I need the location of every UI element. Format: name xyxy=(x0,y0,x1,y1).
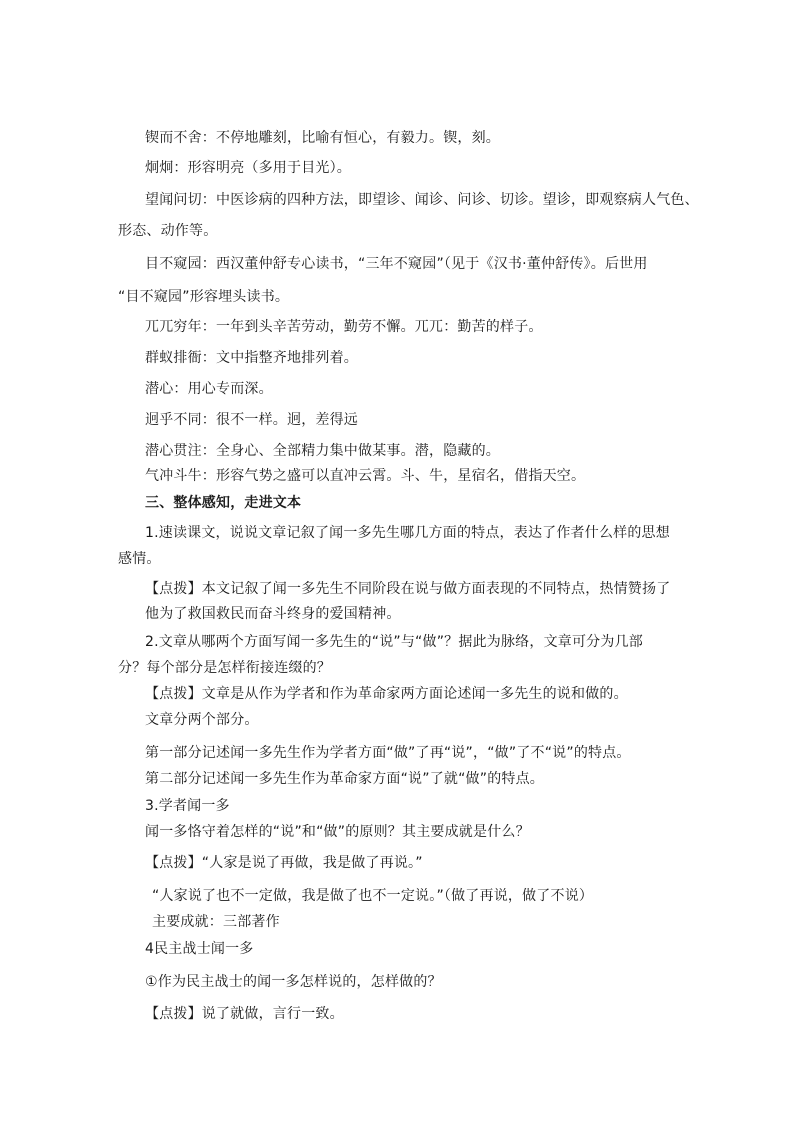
question-3: 闻一多恪守着怎样的“说”和“做”的原则？其主要成就是什么？ xyxy=(145,824,530,840)
question-2-line1: 2.文章从哪两个方面写闻一多先生的“说”与“做”？据此为脉络，文章可分为几部 xyxy=(145,634,643,650)
answer-3-line1: 【点拨】“人家是说了再做，我是做了再说。” xyxy=(145,855,423,871)
answer-4: 【点拨】说了就做，言行一致。 xyxy=(145,1006,344,1022)
section-heading: 三、整体感知，走进文本 xyxy=(145,495,302,511)
item-4-title: 4民主战士闻一多 xyxy=(145,941,254,957)
definition-qianxinguanzhu: 潜心贯注：全身心、全部精力集中做某事。潜，隐藏的。 xyxy=(145,443,500,459)
definition-mubukuiyuan-line1: 目不窥园：西汉董仲舒专心读书，“三年不窥园”（见于《汉书·董仲舒传》。后世用 xyxy=(145,256,648,272)
question-2-line2: 分？每个部分是怎样衔接连缀的？ xyxy=(118,660,331,676)
definition-wangwenwenqie-line2: 形态、动作等。 xyxy=(118,223,218,239)
definition-jionghubutong: 迥乎不同：很不一样。迥，差得远 xyxy=(145,412,358,428)
answer-2-part1: 第一部分记述闻一多先生作为学者方面“做”了再“说”，“做”了不“说”的特点。 xyxy=(145,745,631,761)
definition-qieerbushe: 锲而不舍：不停地雕刻，比喻有恒心，有毅力。锲，刻。 xyxy=(145,130,500,146)
item-3-title: 3.学者闻一多 xyxy=(145,798,230,814)
definition-wuwuqiongnian: 兀兀穷年：一年到头辛苦劳动，勤劳不懈。兀兀：勤苦的样子。 xyxy=(145,319,543,335)
definition-qichongdouniu: 气冲斗牛：形容气势之盛可以直冲云霄。斗、牛，星宿名，借指天空。 xyxy=(145,468,586,484)
answer-1-line2: 他为了救国救民而奋斗终身的爱国精神。 xyxy=(145,606,401,622)
definition-qianxin: 潜心：用心专而深。 xyxy=(145,381,273,397)
definition-wangwenwenqie-line1: 望闻问切：中医诊病的四种方法，即望诊、闻诊、问诊、切诊。望诊，即观察病人气色、 xyxy=(145,192,699,208)
question-1-line2: 感情。 xyxy=(118,551,161,567)
answer-2-part2: 第二部分记述闻一多先生作为革命家方面“说”了就“做”的特点。 xyxy=(145,771,545,787)
answer-3-line2: “人家说了也不一定做，我是做了也不一定说。”（做了再说，做了不说） xyxy=(152,888,594,904)
answer-1-line1: 【点拨】本文记叙了闻一多先生不同阶段在说与做方面表现的不同特点，热情赞扬了 xyxy=(145,581,671,597)
definition-qunyipaiya: 群蚁排衙：文中指整齐地排列着。 xyxy=(145,350,358,366)
definition-mubukuiyuan-line2: “目不窥园”形容埋头读书。 xyxy=(118,289,290,305)
answer-2-parts: 文章分两个部分。 xyxy=(145,712,259,728)
question-1-line1: 1.速读课文，说说文章记叙了闻一多先生哪几方面的特点，表达了作者什么样的思想 xyxy=(145,525,670,541)
answer-3-achievement: 主要成就：三部著作 xyxy=(152,914,280,930)
question-4: ①作为民主战士的闻一多怎样说的，怎样做的？ xyxy=(145,974,442,990)
definition-jiongjiong: 炯炯：形容明亮（多用于目光）。 xyxy=(145,160,351,176)
answer-2: 【点拨】文章是从作为学者和作为革命家两方面论述闻一多先生的说和做的。 xyxy=(145,686,628,702)
